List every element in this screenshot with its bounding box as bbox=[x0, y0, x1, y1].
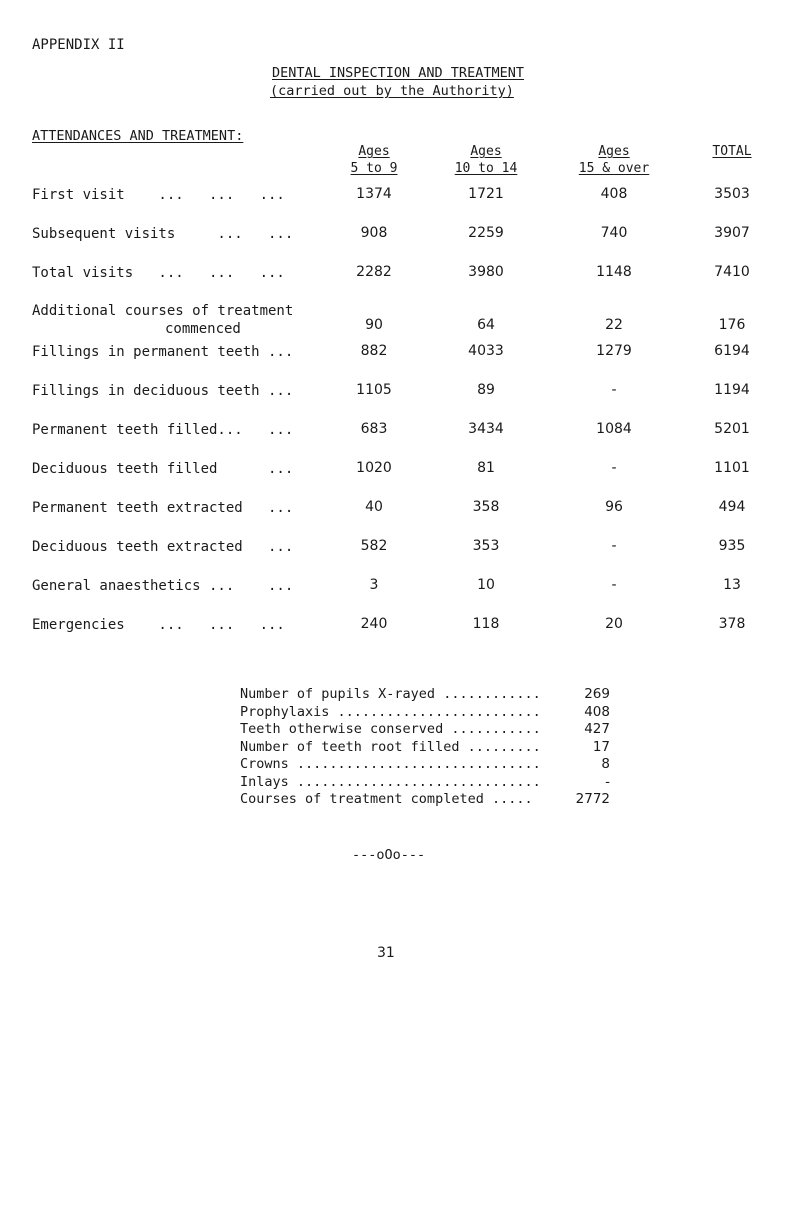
table-cell: - bbox=[611, 382, 617, 398]
table-cell: 3503 bbox=[714, 186, 750, 202]
table-cell: 4033 bbox=[468, 343, 504, 359]
table-cell: 20 bbox=[605, 616, 623, 632]
summary-label: Crowns .............................. bbox=[240, 756, 541, 772]
table-cell: - bbox=[611, 460, 617, 476]
row-label: Total visits ... ... ... bbox=[32, 265, 285, 281]
row-label-continued: commenced bbox=[165, 321, 241, 337]
column-header-15-over bbox=[554, 143, 674, 177]
summary-label: Number of teeth root filled ......... bbox=[240, 738, 541, 755]
row-label: General anaesthetics ... ... bbox=[32, 578, 294, 594]
table-cell: 40 bbox=[365, 499, 383, 515]
table-cell: 89 bbox=[477, 382, 495, 398]
table-cell: 408 bbox=[600, 186, 628, 202]
summary-value: 427 bbox=[584, 721, 610, 737]
table-cell: 1105 bbox=[356, 382, 392, 398]
page-number: 31 bbox=[377, 945, 395, 961]
table-cell: - bbox=[611, 577, 617, 593]
row-label: Permanent teeth extracted ... bbox=[32, 500, 294, 516]
table-cell: 353 bbox=[472, 538, 500, 554]
section-divider: ---oOo--- bbox=[352, 847, 426, 863]
row-label: Additional courses of treatment bbox=[32, 303, 294, 319]
summary-value: 269 bbox=[584, 686, 610, 702]
row-label: Permanent teeth filled... ... bbox=[32, 422, 294, 438]
table-cell: 90 bbox=[365, 317, 383, 333]
table-cell: 2259 bbox=[468, 225, 504, 241]
summary-label: Teeth otherwise conserved ........... bbox=[240, 721, 541, 737]
table-cell: 64 bbox=[477, 317, 495, 333]
summary-label: Prophylaxis ......................... bbox=[240, 703, 541, 720]
table-cell: 7410 bbox=[714, 264, 750, 280]
document-subtitle: (carried out by the Authority) bbox=[270, 83, 514, 99]
row-label: Emergencies ... ... ... bbox=[32, 617, 285, 633]
table-cell: 118 bbox=[472, 616, 500, 632]
table-cell: 3980 bbox=[468, 264, 504, 280]
row-label: Deciduous teeth filled ... bbox=[32, 461, 294, 477]
column-header-total bbox=[692, 143, 772, 160]
summary-value: 8 bbox=[601, 756, 610, 772]
table-cell: 81 bbox=[477, 460, 495, 476]
table-cell: 1148 bbox=[596, 264, 632, 280]
column-header-line1: Ages bbox=[470, 144, 502, 159]
column-header-line1: Ages bbox=[358, 144, 390, 159]
table-cell: 882 bbox=[360, 343, 388, 359]
row-label: Fillings in deciduous teeth ... bbox=[32, 383, 294, 399]
table-cell: 96 bbox=[605, 499, 623, 515]
appendix-label: APPENDIX II bbox=[32, 37, 125, 53]
table-cell: 2282 bbox=[356, 264, 392, 280]
table-cell: 494 bbox=[718, 499, 746, 515]
row-label: Fillings in permanent teeth ... bbox=[32, 344, 294, 360]
table-cell: 5201 bbox=[714, 421, 750, 437]
table-cell: 740 bbox=[600, 225, 628, 241]
table-cell: 10 bbox=[477, 577, 495, 593]
table-cell: 378 bbox=[718, 616, 746, 632]
table-cell: 3907 bbox=[714, 225, 750, 241]
table-cell: 358 bbox=[472, 499, 500, 515]
column-header-line2: 15 & over bbox=[578, 161, 650, 176]
column-header-line2: 5 to 9 bbox=[350, 161, 398, 176]
table-cell: 6194 bbox=[714, 343, 750, 359]
row-label: Deciduous teeth extracted ... bbox=[32, 539, 294, 555]
column-header-10-14 bbox=[436, 143, 536, 177]
table-cell: 1721 bbox=[468, 186, 504, 202]
table-cell: 1101 bbox=[714, 460, 750, 476]
summary-value: 2772 bbox=[575, 791, 610, 807]
section-heading: ATTENDANCES AND TREATMENT: bbox=[32, 128, 244, 144]
table-cell: - bbox=[611, 538, 617, 554]
column-header-line2: TOTAL bbox=[712, 144, 752, 159]
table-cell: 683 bbox=[360, 421, 388, 437]
table-cell: 1374 bbox=[356, 186, 392, 202]
row-label: Subsequent visits ... ... bbox=[32, 226, 294, 242]
table-cell: 1084 bbox=[596, 421, 632, 437]
table-cell: 582 bbox=[360, 538, 388, 554]
table-cell: 1020 bbox=[356, 460, 392, 476]
summary-label: Number of pupils X-rayed ............ bbox=[240, 686, 541, 702]
table-cell: 13 bbox=[723, 577, 741, 593]
table-cell: 1194 bbox=[714, 382, 750, 398]
table-cell: 1279 bbox=[596, 343, 632, 359]
table-cell: 3 bbox=[369, 577, 379, 593]
table-cell: 240 bbox=[360, 616, 388, 632]
document-title: DENTAL INSPECTION AND TREATMENT bbox=[272, 65, 524, 81]
summary-value: 17 bbox=[592, 738, 610, 755]
column-header-line2: 10 to 14 bbox=[454, 161, 518, 176]
table-cell: 908 bbox=[360, 225, 388, 241]
table-cell: 176 bbox=[718, 317, 746, 333]
table-cell: 22 bbox=[605, 317, 623, 333]
summary-label: Courses of treatment completed ..... bbox=[240, 791, 533, 807]
summary-value: - bbox=[605, 773, 610, 790]
table-cell: 935 bbox=[718, 538, 746, 554]
summary-label: Inlays .............................. bbox=[240, 773, 541, 790]
column-header-line1: Ages bbox=[598, 144, 630, 159]
column-header-5-9 bbox=[334, 143, 414, 177]
summary-value: 408 bbox=[584, 703, 610, 720]
row-label: First visit ... ... ... bbox=[32, 187, 285, 203]
table-cell: 3434 bbox=[468, 421, 504, 437]
